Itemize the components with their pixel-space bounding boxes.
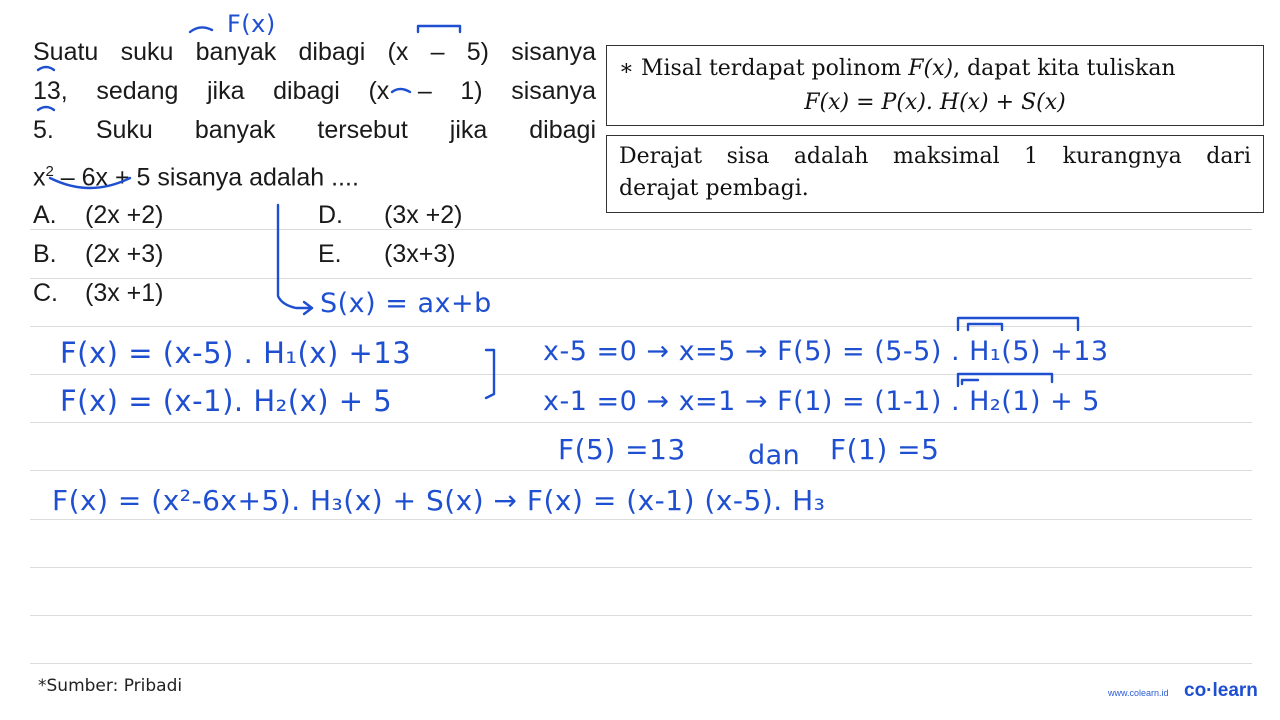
handwritten-remainder-form: S(x) = ax+b: [320, 288, 492, 319]
handwritten-equation-1: F(x) = (x-5) . H₁(x) +13: [60, 336, 412, 370]
brand-url: www.colearn.id: [1108, 688, 1169, 698]
handwritten-equation-3: F(x) = (x²-6x+5). H₃(x) + S(x) → F(x) = (x-1) (x-5). H₃: [52, 484, 826, 517]
question-line-4-exponent: 2: [45, 163, 54, 180]
option-text: (3x +1): [85, 279, 164, 307]
option-text: (2x +3): [85, 240, 164, 268]
definition-suffix: , dapat kita tuliskan: [953, 56, 1176, 81]
option-letter: B.: [33, 240, 57, 268]
option-letter: E.: [318, 240, 342, 268]
question-line-4-base: x: [33, 163, 46, 192]
arrow-line: [278, 205, 312, 308]
question-line-3: 5. Suku banyak tersebut jika dibagi: [33, 116, 596, 144]
handwritten-equation-2: F(x) = (x-1). H₂(x) + 5: [60, 384, 393, 418]
bracket-mark: [962, 380, 978, 384]
question-line-4-rest: – 6x + 5 sisanya adalah ....: [53, 163, 359, 192]
definition-prefix: ∗ Misal terdapat polinom: [619, 56, 909, 81]
bracket-mark: [486, 350, 494, 398]
handwritten-root-2: x-1 =0 → x=1 → F(1) = (1-1) . H₂(1) + 5: [543, 386, 1100, 417]
question-line-1: Suatu suku banyak dibagi (x – 5) sisanya: [33, 38, 596, 66]
arc-mark: [392, 89, 410, 92]
remainder-degree-line-2: derajat pembagi.: [619, 176, 809, 201]
brand-logo: co·learn: [1184, 680, 1258, 701]
option-text: (3x+3): [384, 240, 456, 268]
option-letter: A.: [33, 201, 57, 229]
definition-fx: F(x): [908, 56, 954, 81]
handwritten-f1: F(1) =5: [830, 433, 940, 466]
bracket-mark: [418, 26, 460, 32]
handwritten-f5: F(5) =13: [558, 433, 686, 466]
handwritten-root-1: x-5 =0 → x=5 → F(5) = (5-5) . H₁(5) +13: [543, 336, 1109, 367]
arc-mark: [38, 67, 54, 70]
handwritten-dan: dan: [748, 440, 801, 471]
bracket-mark: [968, 324, 1002, 330]
remainder-degree-line-1: Derajat sisa adalah maksimal 1 kurangnya dari: [619, 144, 1251, 169]
arc-mark: [190, 27, 212, 32]
option-text: (3x +2): [384, 201, 463, 229]
arc-mark: [38, 107, 54, 110]
option-letter: D.: [318, 201, 343, 229]
question-line-2: 13, sedang jika dibagi (x – 1) sisanya: [33, 77, 596, 105]
source-note: *Sumber: Pribadi: [38, 676, 183, 696]
underline-arc: [50, 178, 130, 188]
option-text: (2x +2): [85, 201, 164, 229]
option-letter: C.: [33, 279, 58, 307]
handwritten-fx-label: F(x): [227, 10, 276, 38]
definition-formula: F(x) = P(x). H(x) + S(x): [804, 90, 1066, 115]
